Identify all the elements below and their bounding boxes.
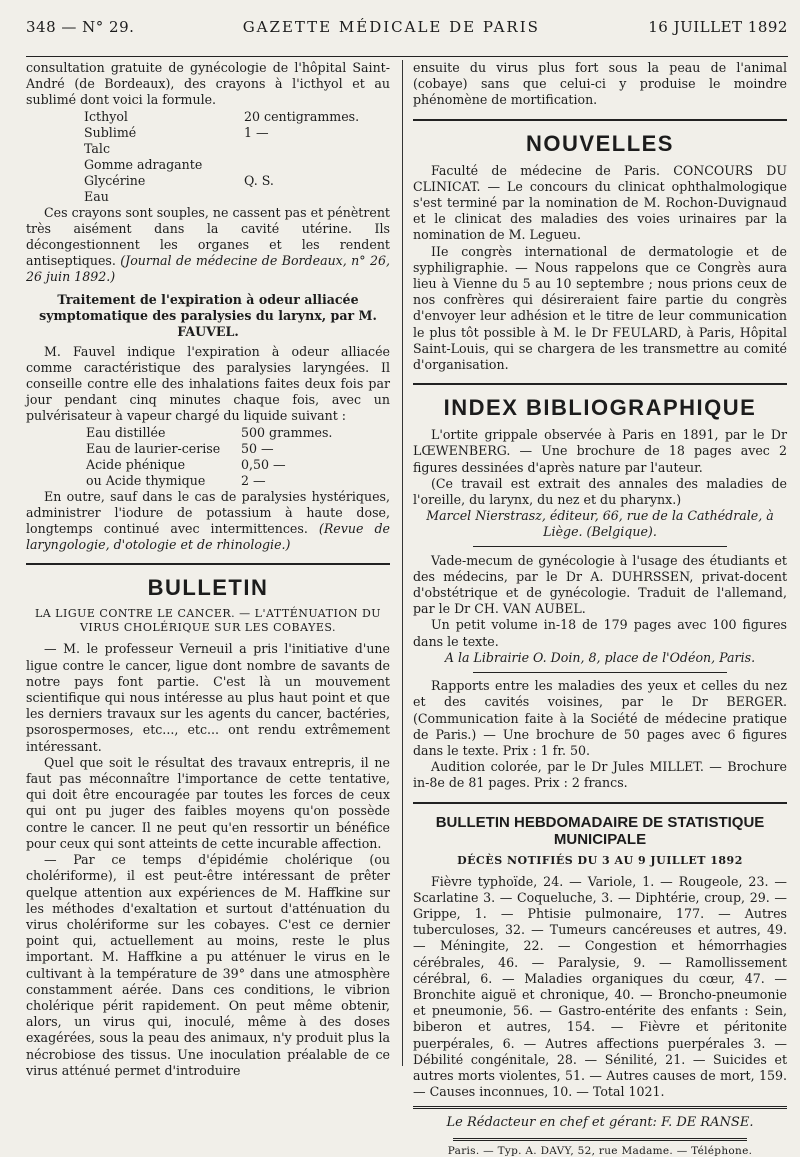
index-entry-2: Vade-mecum de gynécologie à l'usage des étudiants et des médecins, par le Dr A. DUHRSSEN, privat-docent d'obstétrique et de gynécologie. Traduit de l'allemand, par le Dr CH. VAN AUBEL. (413, 552, 787, 617)
recipe-row: Eau (84, 188, 109, 204)
index-entry-2-volume: Un petit volume in-18 de 179 pages avec 100 figures dans le texte. (413, 617, 787, 649)
statistics-paragraph: Fièvre typhoïde, 24. — Variole, 1. — Rougeole, 23. — Scarlatine 3. — Coqueluche, 3. — Diphtérie, croup, 29. — Grippe, 1. — Phtisie pulmonaire, 177. — Autres tuberculoses, 32. — Tumeurs cancéreuses et autres, 49. — Méningite, 22. — Congestion et hémorrhagies cérébrales, 46. — Paralysie, 9. — Ramollissement cérébral, 6. — Maladies organiques du cœur, 47. — Bronchite aiguë et chronique, 40. — Broncho-pneumonie et pneumonie, 56. — Gastro-entérite des enfants : Sein, biberon et autres, 154. — Fièvre et péritonite puerpérales, 6. — Autres affections puerpérales 3. — Débilité congénitale, 28. — Sénilité, 21. — Suicides et autres morts violentes, 51. — Autres causes de mort, 159. — Causes inconnues, 10. — Total 1021. (413, 873, 787, 1100)
editor-divider (413, 1106, 787, 1109)
page-header (26, 0, 788, 48)
index-entry-1-publisher: Marcel Nierstrasz, éditeur, 66, rue de la Cathédrale, à Liège. (Belgique). (426, 508, 774, 540)
right-column (407, 60, 787, 1157)
recipe-crayons (26, 109, 390, 205)
left-column (26, 60, 398, 1078)
bulletin-subtitle: LA LIGUE CONTRE LE CANCER. — L'ATTÉNUATION DU VIRUS CHOLÉRIQUE SUR LES COBAYES. (34, 607, 382, 635)
section-divider (413, 798, 787, 808)
recipe-row: Eau de laurier-cerise 50 — (86, 440, 274, 456)
index-entry-3: Rapports entre les maladies des yeux et celles du nez et des cavités voisines, par le Dr BERGER. (Communication faite à la Société de médecine pratique de Paris.) — Une brochure de 50 pages avec 6 figures dans le texte. Prix : 1 fr. 50. (413, 678, 787, 758)
index-entry-4: Audition colorée, par le Dr Jules MILLET. — Brochure in-8e de 81 pages. Prix : 2 francs. (413, 759, 787, 791)
fauvel-reference: (Revue de laryngologie, d'otologie et de rhinologie.) (26, 521, 390, 553)
columns (26, 60, 788, 1157)
fauvel-paragraph: M. Fauvel indique l'expiration à odeur alliacée comme caractéristique des paralysies laryngées. Il conseille contre elle des inhalations faites deux fois par jour pendant cinq minutes chaque fois, avec un pulvérisateur à vapeur chargé du liquide suivant : (26, 343, 390, 424)
recipe-row: Glycérine Q. S. (84, 172, 274, 188)
recipe-row: ou Acide thymique 2 — (86, 472, 266, 488)
index-entry-1-note: (Ce travail est extrait des annales des maladies de l'oreille, du larynx, du nez et du pharynx.) (413, 475, 787, 508)
recipe-row: Gomme adragante (84, 156, 203, 172)
header-rule (26, 56, 788, 57)
bulletin-paragraph-1: — M. le professeur Verneuil a pris l'initiative d'une ligue contre le cancer, ligue dont nombre de savants de notre pays font partie. C'est là un mouvement scientifique qui nous intéresse au plus haut point et que les derniers travaux sur les agents du cancer, bactéries, psorospermoses, etc..., etc... ont rendu extrêmement intéressant. (26, 641, 390, 754)
footer-divider (453, 1138, 747, 1141)
recipe-row: Icthyol 20 centigrammes. (84, 108, 360, 124)
editor-line: Le Rédacteur en chef et gérant: F. DE RANSE. (446, 1115, 754, 1131)
statistics-subtitle: DÉCÈS NOTIFIÉS DU 3 AU 9 JUILLET 1892 (457, 853, 743, 867)
fauvel-more-paragraph: En outre, sauf dans le cas de paralysies hystériques, administrer l'iodure de potassium à haute dose, longtemps continué avec intermittences. (Revue de laryngologie, d'otologie et de rhinologie.) (26, 488, 390, 553)
nouvelles-paragraph-1: Faculté de médecine de Paris. CONCOURS DU CLINICAT. — Le concours du clinicat ophthalmologique s'est terminé par la nomination de M. Rochon-Duvignaud et le clinicat des maladies des voies urinaires par la nomination de M. Legueu. (413, 162, 787, 243)
bulletin-title: BULLETIN (147, 575, 269, 601)
section-divider (413, 379, 787, 389)
bulletin-paragraph-2: Quel que soit le résultat des travaux entrepris, il ne faut pas méconnaître l'importance de cette tentative, qui doit être encouragée par toutes les forces de ceux qui ont pu juger des faibles moyens qu'on possède contre le cancer. Il ne peut qu'en ressortir un bénéfice pour ceux qui sont atteints de cette incurable affection. (26, 754, 390, 851)
intro-paragraph: consultation gratuite de gynécologie de l'hôpital Saint-André (de Bordeaux), des crayons à l'icthyol et au sublimé dont voici la formule. (26, 60, 390, 108)
section-divider (413, 115, 787, 125)
recipe-row: Sublimé 1 — (84, 124, 269, 140)
printer-footer: Paris. — Typ. A. DAVY, 52, rue Madame. — Téléphone. (447, 1145, 753, 1157)
index-entry-2-publisher: A la Librairie O. Doin, 8, place de l'Odéon, Paris. (444, 649, 756, 665)
entry-divider (473, 544, 727, 550)
recipe-inhalation (26, 425, 390, 489)
index-entry-1: L'ortite grippale observée à Paris en 1891, par le Dr LŒWENBERG. — Une brochure de 18 pages avec 2 figures dessinées d'après nature par l'auteur. (413, 427, 787, 475)
nouvelles-paragraph-2: IIe congrès international de dermatologie et de syphiligraphie. — Nous rappelons que ce Congrès aura lieu à Vienne du 5 au 10 septembre ; nous prions ceux de nos confrères qui désireraient faire partie du congrès d'envoyer leur adhésion et le titre de leur communication le plus tôt possible à M. le Dr FEULARD, à Paris, Hôpital Saint-Louis, qui se chargera de les transmettre au comité d'organisation. (413, 243, 787, 373)
bulletin-paragraph-3: — Par ce temps d'épidémie cholérique (ou cholériforme), il est peut-être intéressant de prêter quelque attention aux expériences de M. Haffkine sur les méthodes d'exaltation et surtout d'atténuation du virus cholériforme sur les cobayes. C'est ce dernier point qui, actuellement au moins, reste le plus important. M. Haffkine a pu atténuer le virus en le cultivant à la température de 39° dans une atmosphère constamment aérée. Dans ces conditions, le vibrion cholérique périt rapidement. On peut même obtenir, alors, un virus qui, inoculé, même à des doses exagérées, sous la peau des animaux, n'y produit plus la nécrobiose des tissus. Une inoculation préalable de ce virus atténué permet d'introduire (26, 852, 390, 1078)
recipe-row: Talc (84, 140, 111, 156)
index-title: INDEX BIBLIOGRAPHIQUE (443, 395, 757, 421)
traitement-title: Traitement de l'expiration à odeur alliacée symptomatique des paralysies du larynx, par M. FAUVEL. (39, 291, 377, 339)
continuation-paragraph: ensuite du virus plus fort sous la peau de l'animal (cobaye) sans que celui-ci y produise le moindre phénomène de mortification. (413, 60, 787, 108)
column-rule (402, 60, 403, 1066)
recipe-row: Acide phénique 0,50 — (86, 456, 286, 472)
crayons-paragraph: Ces crayons sont souples, ne cassent pas et pénètrent très aisément dans la cavité utérine. Ils décongestionnent les organes et les rendent antiseptiques. (Journal de médecine de Bordeaux, n° 26, 26 juin 1892.) (26, 204, 390, 285)
nouvelles-title: NOUVELLES (526, 130, 674, 156)
issue-date: 16 JUILLET 1892 (648, 18, 788, 36)
page-number: 348 — N° 29. (26, 18, 135, 36)
section-divider (26, 559, 390, 569)
entry-divider (473, 669, 727, 675)
recipe-row: Eau distillée 500 grammes. (86, 424, 333, 440)
statistics-title: BULLETIN HEBDOMADAIRE DE STATISTIQUE MUNICIPALE (435, 813, 765, 848)
crayons-reference: (Journal de médecine de Bordeaux, n° 26, 26 juin 1892.) (26, 253, 390, 285)
journal-title: GAZETTE MÉDICALE DE PARIS (242, 18, 540, 36)
